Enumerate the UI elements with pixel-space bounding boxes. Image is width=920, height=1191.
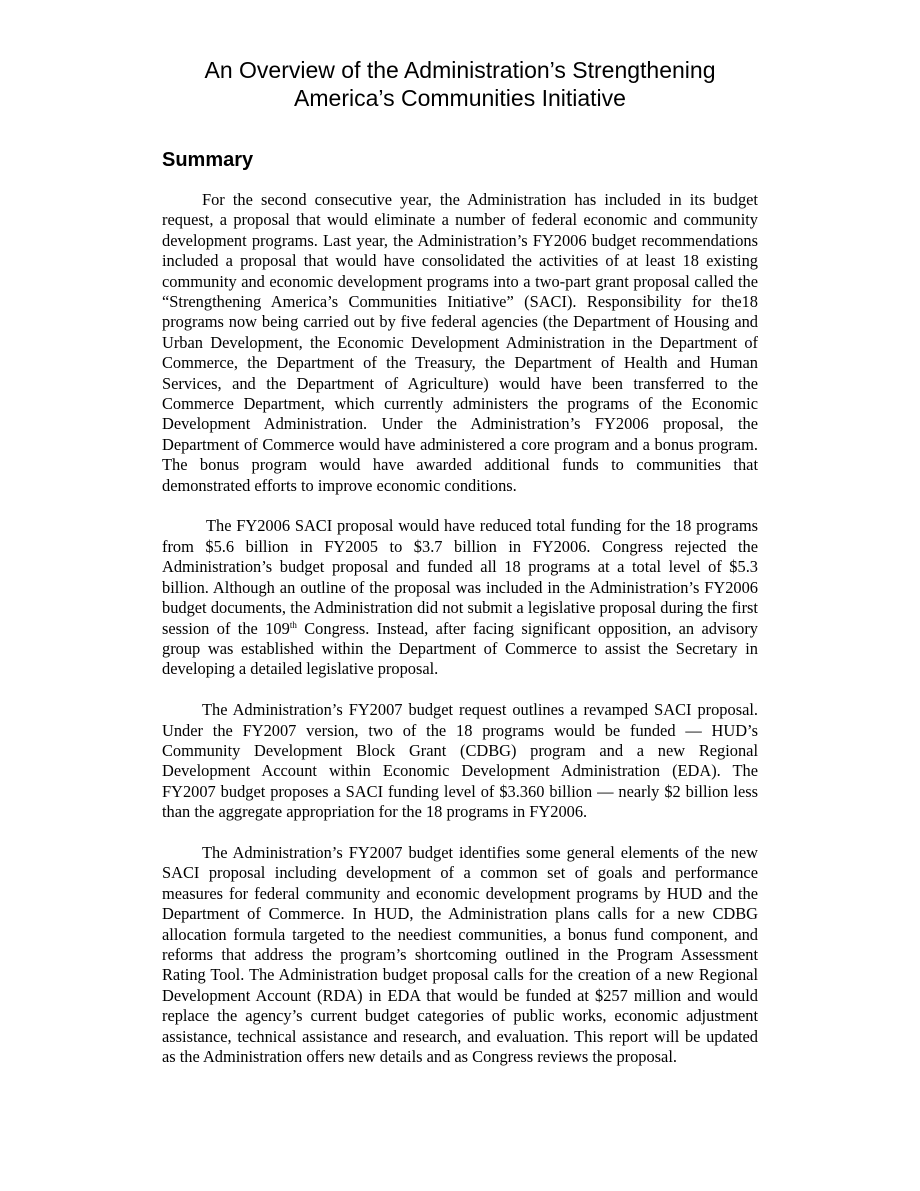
paragraph-2-text-start: The FY2006 SACI proposal would have reduced total funding for the 18 programs from $5.6 billion in FY2005 to $3.7 billion in FY2006. Congress rejected the Administration’s budget proposal and funded all 18 programs at a total level of $5.3 billion. Although an outline of the proposal was included in the Administration’s FY2006 budget documents, the Administration did not submit a legislative proposal during the first session of the 109 — [162, 516, 758, 638]
paragraph-2-text-end: Congress. Instead, after facing significant opposition, an advisory group was established within the Department of Commerce to assist the Secretary in developing a detailed legislative proposal. — [162, 618, 758, 679]
document-title — [162, 56, 758, 112]
section-heading-summary: Summary — [162, 149, 254, 171]
title-line-2: America’s Communities Initiative — [294, 85, 626, 111]
summary-paragraph-2 — [162, 516, 758, 679]
title-line-1: An Overview of the Administration’s Strengthening — [204, 57, 716, 83]
summary-paragraph-4: The Administration’s FY2007 budget identifies some general elements of the new SACI proposal including development of a common set of goals and performance measures for federal community and economic development programs by HUD and the Department of Commerce. In HUD, the Administration plans calls for a new CDBG allocation formula targeted to the neediest communities, a bonus fund component, and reforms that address the program’s shortcoming outlined in the Program Assessment Rating Tool. The Administration budget proposal calls for the creation of a new Regional Development Account (RDA) in EDA that would be funded at $257 million and would replace the agency’s current budget categories of public works, economic adjustment assistance, technical assistance and research, and evaluation. This report will be updated as the Administration offers new details and as Congress reviews the proposal. — [162, 842, 758, 1067]
summary-paragraph-3: The Administration’s FY2007 budget request outlines a revamped SACI proposal. Under the FY2007 version, two of the 18 programs would be funded — HUD’s Community Development Block Grant (CDBG) program and a new Regional Development Account within Economic Development Administration (EDA). The FY2007 budget proposes a SACI funding level of $3.360 billion — nearly $2 billion less than the aggregate appropriation for the 18 programs in FY2006. — [162, 700, 758, 822]
ordinal-superscript: th — [289, 619, 297, 630]
summary-paragraph-1: For the second consecutive year, the Administration has included in its budget request, a proposal that would eliminate a number of federal economic and community development programs. Last year, the Administration’s FY2006 budget recommendations included a proposal that would have consolidated the activities of at least 18 existing community and economic development programs into a two-part grant proposal called the “Strengthening America’s Communities Initiative” (SACI). Responsibility for the18 programs now being carried out by five federal agencies (the Department of Housing and Urban Development, the Economic Development Administration in the Department of Commerce, the Department of the Treasury, the Department of Health and Human Services, and the Department of Agriculture) would have been transferred to the Commerce Department, which currently administers the programs of the Economic Development Administration. Under the Administration’s FY2006 proposal, the Department of Commerce would have administered a core program and a bonus program. The bonus program would have awarded additional funds to communities that demonstrated efforts to improve economic conditions. — [162, 190, 758, 495]
document-page — [162, 56, 758, 1088]
